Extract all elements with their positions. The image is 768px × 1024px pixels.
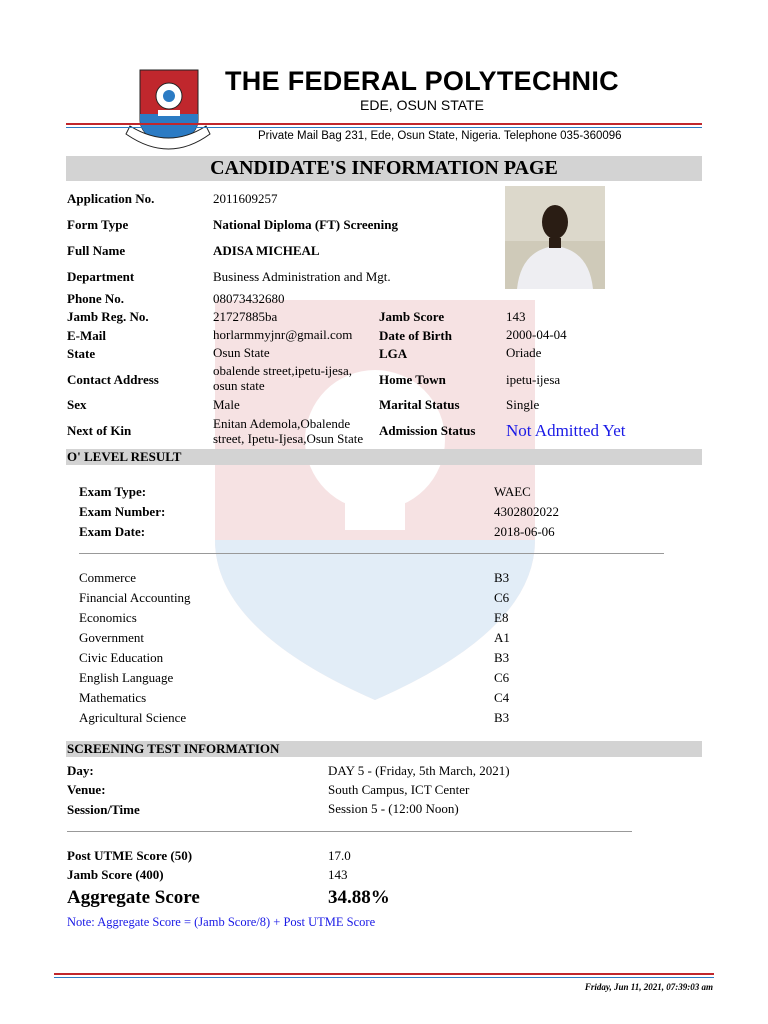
phone-label: Phone No. — [67, 291, 125, 306]
post-utme-value: 17.0 — [328, 848, 351, 863]
footer-rule-blue — [54, 977, 714, 978]
state-value: Osun State — [213, 345, 270, 360]
subject-grade: C6 — [494, 590, 510, 605]
subject-row — [79, 710, 599, 730]
subject-grade: A1 — [494, 630, 510, 645]
email-label: E-Mail — [67, 328, 106, 343]
state-label: State — [67, 346, 96, 361]
subject-grade: E8 — [494, 610, 509, 625]
print-timestamp: Friday, Jun 11, 2021, 07:39:03 am — [584, 982, 713, 992]
application-no-label: Application No. — [67, 191, 155, 206]
exam-date-value: 2018-06-06 — [494, 524, 555, 539]
venue-value: South Campus, ICT Center — [328, 782, 470, 797]
home-town-value: ipetu-ijesa — [506, 372, 561, 387]
header-rule-red — [66, 123, 702, 125]
aggregate-label: Aggregate Score — [67, 887, 200, 908]
aggregate-note: Note: Aggregate Score = (Jamb Score/8) + Post UTME Score — [67, 915, 376, 929]
subject-row — [79, 650, 599, 670]
subjects-list — [79, 570, 599, 730]
sex-label: Sex — [67, 397, 87, 412]
exam-date-label: Exam Date: — [79, 524, 146, 539]
subject-grade: B3 — [494, 570, 510, 585]
jamb-reg-label: Jamb Reg. No. — [67, 309, 149, 324]
jamb-score-label: Jamb Score — [379, 309, 445, 324]
subject-name: Mathematics — [79, 690, 147, 705]
sex-value: Male — [213, 397, 240, 412]
person-icon — [505, 186, 605, 289]
subject-grade: B3 — [494, 650, 510, 665]
aggregate-value: 34.88% — [328, 887, 390, 908]
marital-status-label: Marital Status — [379, 397, 460, 412]
full-name-value: ADISA MICHEAL — [213, 243, 320, 258]
subject-row — [79, 690, 599, 710]
subject-row — [79, 630, 599, 650]
department-value: Business Administration and Mgt. — [213, 269, 391, 284]
subject-name: English Language — [79, 670, 174, 685]
institution-title: THE FEDERAL POLYTECHNIC — [225, 66, 619, 96]
subject-name: Commerce — [79, 570, 137, 585]
admission-status-label: Admission Status — [379, 423, 476, 438]
subject-name: Civic Education — [79, 650, 164, 665]
lga-value: Oriade — [506, 345, 542, 360]
screening-section-title: SCREENING TEST INFORMATION — [67, 741, 280, 756]
contact-address-value: obalende street,ipetu-ijesa, osun state — [213, 363, 352, 393]
olevel-section-bar — [66, 449, 702, 465]
screening-divider — [67, 831, 632, 832]
phone-value: 08073432680 — [213, 291, 285, 306]
candidate-photo — [505, 186, 605, 289]
olevel-section-title: O' LEVEL RESULT — [67, 449, 182, 464]
session-value: Session 5 - (12:00 Noon) — [328, 801, 459, 816]
institution-address: Private Mail Bag 231, Ede, Osun State, Nigeria. Telephone 035-360096 — [258, 130, 622, 142]
subject-name: Agricultural Science — [79, 710, 187, 725]
application-no-value: 2011609257 — [213, 191, 278, 206]
day-label: Day: — [67, 763, 94, 778]
subject-grade: C6 — [494, 670, 510, 685]
exam-type-value: WAEC — [494, 484, 531, 499]
subject-row — [79, 590, 599, 610]
institution-location: EDE, OSUN STATE — [360, 97, 484, 113]
polytechnic-logo — [118, 64, 214, 158]
home-town-label: Home Town — [379, 372, 446, 387]
jamb-400-value: 143 — [328, 867, 348, 882]
marital-status-value: Single — [506, 397, 540, 412]
subject-name: Government — [79, 630, 144, 645]
screening-section-bar — [66, 741, 702, 757]
full-name-label: Full Name — [67, 243, 126, 258]
jamb-score-value: 143 — [506, 309, 526, 324]
email-value: horlarmmyjnr@gmail.com — [213, 327, 353, 342]
subject-name: Economics — [79, 610, 137, 625]
dob-value: 2000-04-04 — [506, 327, 567, 342]
next-of-kin-label: Next of Kin — [67, 423, 132, 438]
subject-grade: B3 — [494, 710, 510, 725]
exam-number-value: 4302802022 — [494, 504, 559, 519]
subject-row — [79, 570, 599, 590]
next-of-kin-value: Enitan Ademola,Obalende street, Ipetu-Ijesa,Osun State — [213, 416, 364, 446]
jamb-400-label: Jamb Score (400) — [67, 867, 164, 882]
exam-number-label: Exam Number: — [79, 504, 166, 519]
olevel-divider — [79, 553, 664, 554]
form-type-label: Form Type — [67, 217, 129, 232]
header-rule-blue — [66, 127, 702, 128]
contact-address-label: Contact Address — [67, 372, 159, 387]
subject-row — [79, 670, 599, 690]
dob-label: Date of Birth — [379, 328, 452, 343]
admission-status-value: Not Admitted Yet — [506, 421, 626, 440]
jamb-reg-value: 21727885ba — [213, 309, 278, 324]
day-value: DAY 5 - (Friday, 5th March, 2021) — [328, 763, 510, 778]
page-title: CANDIDATE'S INFORMATION PAGE — [210, 157, 558, 179]
venue-label: Venue: — [67, 782, 106, 797]
footer-rule-red — [54, 973, 714, 975]
subject-grade: C4 — [494, 690, 510, 705]
session-label: Session/Time — [67, 802, 140, 817]
department-label: Department — [67, 269, 135, 284]
lga-label: LGA — [379, 346, 408, 361]
post-utme-label: Post UTME Score (50) — [67, 848, 193, 863]
subject-name: Financial Accounting — [79, 590, 191, 605]
form-type-value: National Diploma (FT) Screening — [213, 217, 399, 232]
exam-type-label: Exam Type: — [79, 484, 147, 499]
subject-row — [79, 610, 599, 630]
